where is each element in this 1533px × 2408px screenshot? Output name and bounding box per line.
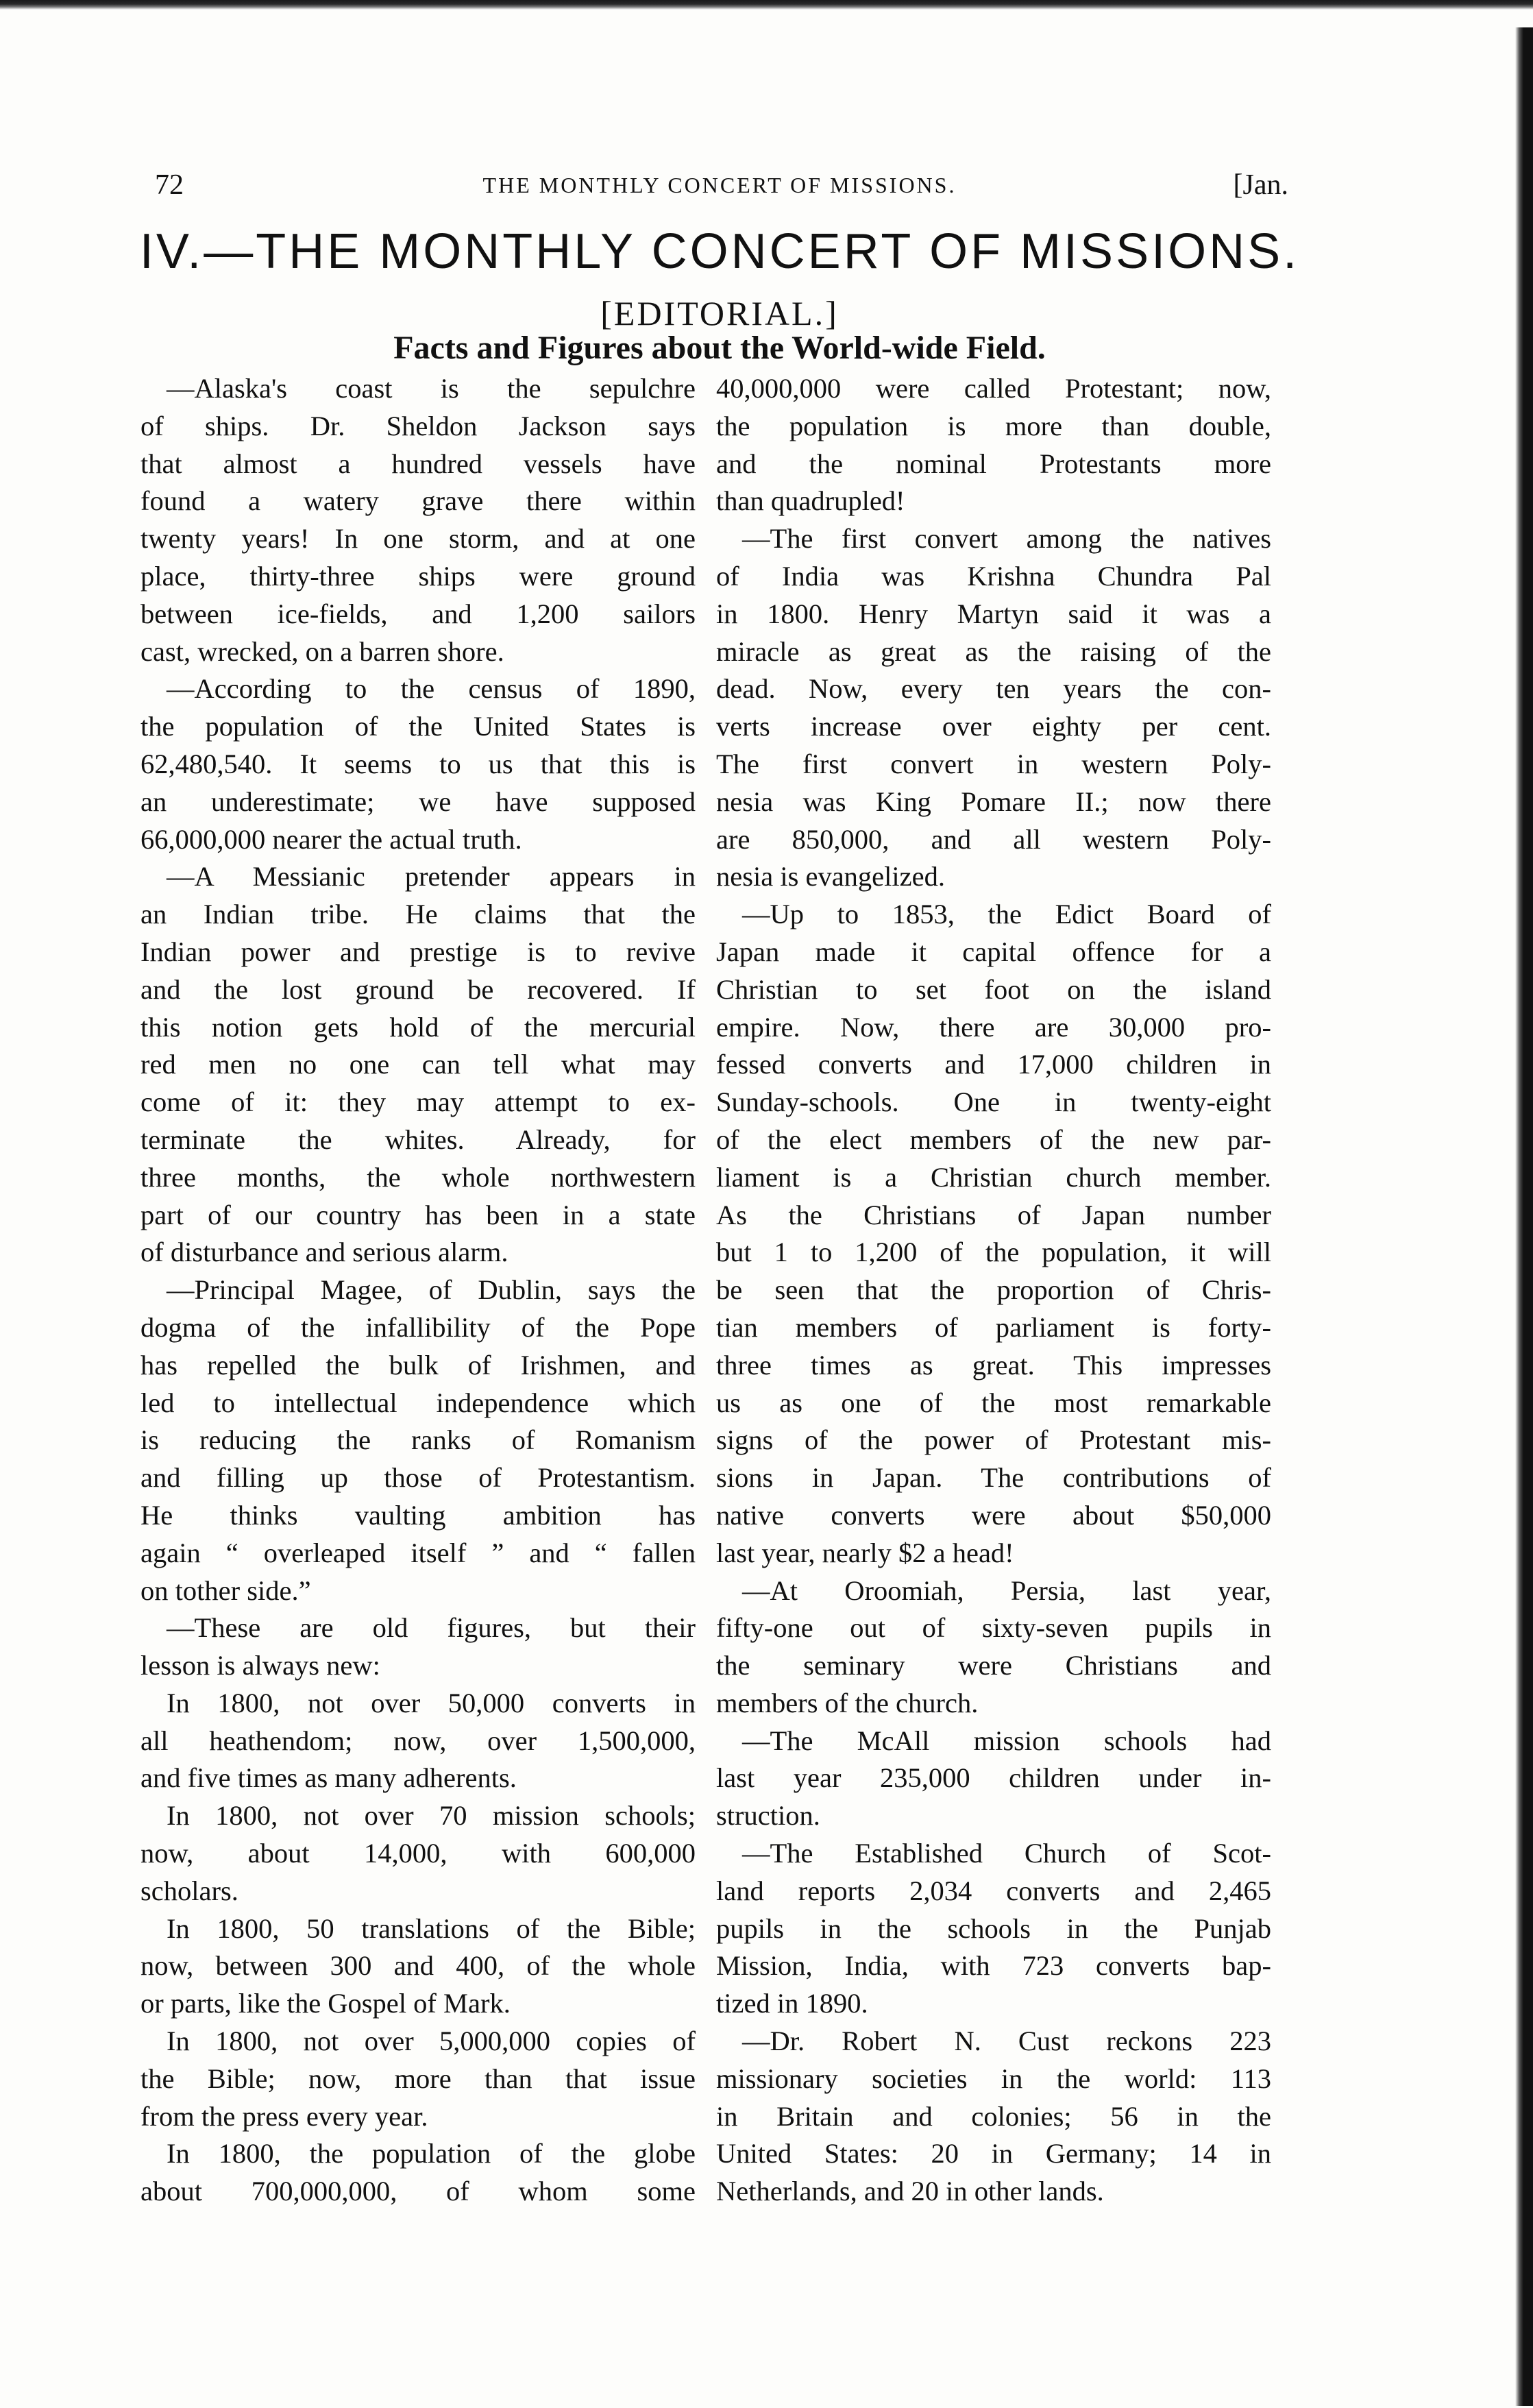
text-line: 62,480,540. It seems to us that this is	[140, 748, 696, 779]
text-line: and the nominal Protestants more	[716, 448, 1271, 479]
text-line: In 1800, not over 5,000,000 copies of	[167, 2026, 696, 2057]
editorial-subtitle: [EDITORIAL.]	[600, 294, 839, 332]
text-line: the population is more than double,	[716, 410, 1271, 441]
text-line: struction.	[716, 1800, 820, 1832]
text-line: empire. Now, there are 30,000 pro-	[716, 1011, 1271, 1043]
text-line: —Up to 1853, the Edict Board of	[742, 899, 1271, 930]
text-line: scholars.	[140, 1875, 238, 1906]
text-line: He thinks vaulting ambition has	[140, 1499, 696, 1531]
text-line: —Principal Magee, of Dublin, says the	[167, 1274, 696, 1306]
text-line: nesia was King Pomare II.; now there	[716, 786, 1271, 817]
text-line: in Britain and colonies; 56 in the	[716, 2100, 1271, 2132]
text-line: twenty years! In one storm, and at one	[140, 523, 696, 555]
text-line: last year 235,000 children under in-	[716, 1762, 1271, 1794]
text-line: —Alaska's coast is the sepulchre	[167, 373, 696, 404]
text-line: Japan made it capital offence for a	[716, 936, 1271, 967]
text-line: fessed converts and 17,000 children in	[716, 1049, 1271, 1080]
text-line: about 700,000,000, of whom some	[140, 2176, 696, 2207]
text-line: of disturbance and serious alarm.	[140, 1237, 508, 1268]
text-line: In 1800, the population of the globe	[167, 2138, 696, 2169]
text-line: this notion gets hold of the mercurial	[140, 1011, 696, 1043]
text-line: come of it: they may attempt to ex-	[140, 1086, 696, 1118]
text-line: be seen that the proportion of Chris-	[716, 1274, 1271, 1306]
text-line: —At Oroomiah, Persia, last year,	[742, 1574, 1271, 1606]
text-line: than quadrupled!	[716, 485, 905, 517]
text-line: nesia is evangelized.	[716, 861, 945, 892]
text-line: 66,000,000 nearer the actual truth.	[140, 823, 522, 855]
text-line: signs of the power of Protestant mis-	[716, 1424, 1271, 1456]
article-heading: Facts and Figures about the World-wide Field.	[393, 330, 1046, 366]
page-top-edge	[0, 0, 1533, 10]
running-title: THE MONTHLY CONCERT OF MISSIONS.	[482, 173, 957, 197]
text-line: Christian to set foot on the island	[716, 973, 1271, 1005]
text-line: but 1 to 1,200 of the population, it will	[716, 1237, 1271, 1268]
text-line: sions in Japan. The contributions of	[716, 1462, 1271, 1494]
text-line: an underestimate; we have supposed	[140, 786, 696, 817]
text-line: now, between 300 and 400, of the whole	[140, 1950, 696, 1982]
text-line: has repelled the bulk of Irishmen, and	[140, 1349, 696, 1381]
text-line: In 1800, not over 70 mission schools;	[167, 1800, 696, 1832]
text-line: lesson is always new:	[140, 1650, 380, 1681]
text-line: pupils in the schools in the Punjab	[716, 1912, 1271, 1944]
text-line: in 1800. Henry Martyn said it was a	[716, 598, 1271, 629]
text-line: As the Christians of Japan number	[716, 1199, 1271, 1230]
text-line: from the press every year.	[140, 2100, 428, 2132]
text-line: that almost a hundred vessels have	[140, 448, 696, 479]
text-line: between ice-fields, and 1,200 sailors	[140, 598, 696, 629]
text-line: —The McAll mission schools had	[742, 1725, 1271, 1756]
right-column	[716, 370, 1271, 2379]
text-line: native converts were about $50,000	[716, 1499, 1271, 1531]
text-line: —The Established Church of Scot-	[742, 1838, 1271, 1869]
text-line: place, thirty-three ships were ground	[140, 560, 696, 592]
text-line: dogma of the infallibility of the Pope	[140, 1311, 696, 1343]
text-line: the Bible; now, more than that issue	[140, 2063, 696, 2094]
text-line: missionary societies in the world: 113	[716, 2063, 1271, 2094]
text-line: and five times as many adherents.	[140, 1762, 517, 1794]
text-line: land reports 2,034 converts and 2,465	[716, 1875, 1271, 1906]
text-line: an Indian tribe. He claims that the	[140, 899, 696, 930]
text-line: part of our country has been in a state	[140, 1199, 696, 1230]
text-line: liament is a Christian church member.	[716, 1161, 1271, 1193]
text-line: us as one of the most remarkable	[716, 1387, 1271, 1418]
page-number: 72	[155, 169, 184, 201]
text-line: In 1800, not over 50,000 converts in	[167, 1687, 696, 1718]
text-line: fifty-one out of sixty-seven pupils in	[716, 1612, 1271, 1644]
text-line: terminate the whites. Already, for	[140, 1123, 696, 1155]
text-line: and filling up those of Protestantism.	[140, 1462, 696, 1494]
text-line: found a watery grave there within	[140, 485, 696, 517]
text-line: three times as great. This impresses	[716, 1349, 1271, 1381]
left-column	[140, 370, 696, 2379]
text-line: the seminary were Christians and	[716, 1650, 1271, 1681]
issue-month: [Jan.	[1233, 169, 1288, 201]
text-line: are 850,000, and all western Poly-	[716, 823, 1271, 855]
text-line: Mission, India, with 723 converts bap-	[716, 1950, 1271, 1982]
page-binding-edge	[1515, 27, 1533, 2406]
text-line: Sunday-schools. One in twenty-eight	[716, 1086, 1271, 1118]
text-line: —According to the census of 1890,	[167, 673, 696, 705]
text-line: again “ overleaped itself ” and “ fallen	[140, 1537, 696, 1568]
text-line: members of the church.	[716, 1687, 979, 1718]
text-line: dead. Now, every ten years the con-	[716, 673, 1271, 705]
text-line: United States: 20 in Germany; 14 in	[716, 2138, 1271, 2169]
text-line: three months, the whole northwestern	[140, 1161, 696, 1193]
text-line: of the elect members of the new par-	[716, 1123, 1271, 1155]
text-line: all heathendom; now, over 1,500,000,	[140, 1725, 696, 1756]
text-line: last year, nearly $2 a head!	[716, 1537, 1014, 1568]
text-line: now, about 14,000, with 600,000	[140, 1838, 696, 1869]
text-line: cast, wrecked, on a barren shore.	[140, 635, 504, 667]
text-line: verts increase over eighty per cent.	[716, 711, 1271, 742]
text-line: or parts, like the Gospel of Mark.	[140, 1988, 511, 2019]
text-line: Netherlands, and 20 in other lands.	[716, 2176, 1104, 2207]
text-line: and the lost ground be recovered. If	[140, 973, 696, 1005]
text-line: —The first convert among the natives	[742, 523, 1271, 555]
text-line: —A Messianic pretender appears in	[167, 861, 696, 892]
text-line: miracle as great as the raising of the	[716, 635, 1271, 667]
text-line: —Dr. Robert N. Cust reckons 223	[742, 2026, 1271, 2057]
text-line: In 1800, 50 translations of the Bible;	[167, 1912, 696, 1944]
text-line: is reducing the ranks of Romanism	[140, 1424, 696, 1456]
text-line: of ships. Dr. Sheldon Jackson says	[140, 410, 696, 441]
text-line: the population of the United States is	[140, 711, 696, 742]
text-line: —These are old figures, but their	[167, 1612, 696, 1644]
text-line: tian members of parliament is forty-	[716, 1311, 1271, 1343]
running-header	[151, 169, 1288, 210]
text-line: led to intellectual independence which	[140, 1387, 696, 1418]
text-line: Indian power and prestige is to revive	[140, 936, 696, 967]
text-line: 40,000,000 were called Protestant; now,	[716, 373, 1271, 404]
section-title: IV.—THE MONTHLY CONCERT OF MISSIONS.	[139, 224, 1300, 279]
text-line: tized in 1890.	[716, 1988, 868, 2019]
text-line: on tother side.”	[140, 1574, 311, 1606]
text-line: red men no one can tell what may	[140, 1049, 696, 1080]
text-line: of India was Krishna Chundra Pal	[716, 560, 1271, 592]
text-line: The first convert in western Poly-	[716, 748, 1271, 779]
